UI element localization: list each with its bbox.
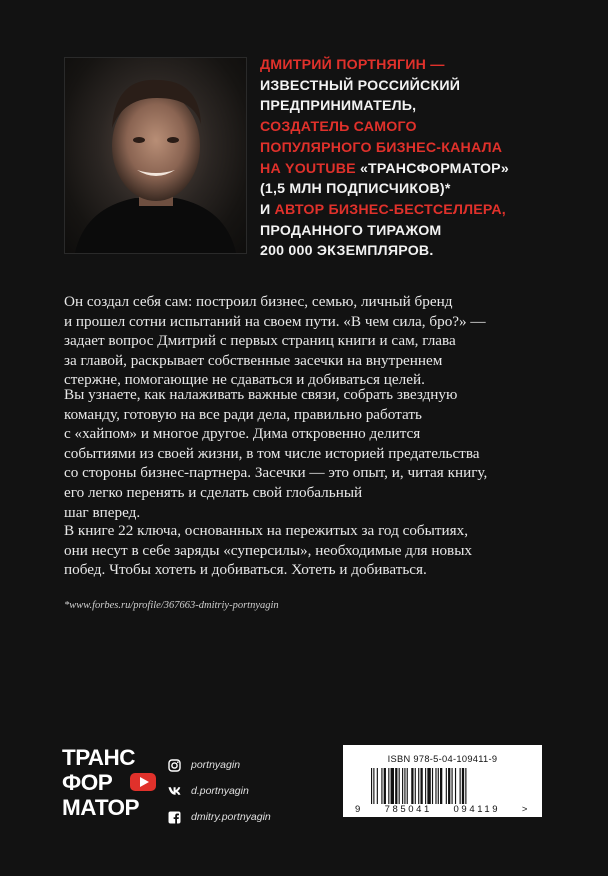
barcode-bar bbox=[427, 768, 430, 804]
barcode-bar bbox=[377, 768, 378, 804]
social-handle: dmitry.portnyagin bbox=[191, 811, 271, 823]
barcode-bar bbox=[404, 768, 405, 804]
social-handle: portnyagin bbox=[191, 759, 241, 771]
text-line: за главой, раскрывает собственные засечки на внутреннем bbox=[64, 351, 443, 369]
text-line: с «хайпом» и многое другое. Дима откровенно делится bbox=[64, 425, 421, 443]
description-paragraph-3 bbox=[64, 521, 534, 580]
barcode-bar bbox=[399, 768, 400, 804]
bio-line: ИЗВЕСТНЫЙ РОССИЙСКИЙ bbox=[260, 77, 461, 94]
youtube-play-icon bbox=[130, 773, 156, 791]
bio-line-part: «ТРАНСФОРМАТОР» bbox=[359, 160, 509, 177]
description-paragraph-2 bbox=[64, 385, 534, 522]
barcode-bar bbox=[446, 768, 447, 804]
barcode-bar bbox=[455, 768, 456, 804]
social-facebook[interactable] bbox=[168, 804, 271, 830]
bio-line: (1,5 МЛН ПОДПИСЧИКОВ)* bbox=[260, 181, 451, 198]
social-handle: d.portnyagin bbox=[191, 785, 249, 797]
bio-line: ДМИТРИЙ ПОРТНЯГИН — bbox=[260, 57, 445, 73]
logo-line-1: ТРАНС bbox=[62, 745, 136, 770]
barcode-bar bbox=[373, 768, 374, 804]
barcode-bar bbox=[418, 768, 419, 804]
logo-line-2: ФОР bbox=[62, 770, 113, 795]
barcode-bar bbox=[440, 768, 442, 804]
barcode-bar bbox=[452, 768, 453, 804]
barcode-bar bbox=[460, 768, 461, 804]
text-line: стержне, помогающие не сдаваться и добиваться целей. bbox=[64, 371, 425, 389]
barcode-bar bbox=[420, 768, 422, 804]
transformator-logo bbox=[62, 745, 162, 820]
bio-line: СОЗДАТЕЛЬ САМОГО bbox=[260, 119, 417, 136]
bio-line-part: НА YOUTUBE bbox=[260, 160, 360, 177]
barcode-bar bbox=[438, 768, 439, 804]
barcode-bar bbox=[384, 768, 386, 804]
barcode-bar bbox=[388, 768, 389, 804]
barcode-bar bbox=[407, 768, 408, 804]
bio-line: 200 000 ЭКЗЕМПЛЯРОВ. bbox=[260, 243, 434, 260]
barcode-bar bbox=[448, 768, 450, 804]
bio-line bbox=[260, 159, 560, 180]
barcode-bar bbox=[435, 768, 436, 804]
bio-line bbox=[260, 200, 560, 221]
barcode-bar bbox=[432, 768, 433, 804]
barcode-digit-group: > bbox=[521, 804, 530, 815]
text-line: Вы узнаете, как налаживать важные связи, собрать звездную bbox=[64, 386, 458, 403]
barcode-bar bbox=[371, 768, 372, 804]
barcode-bar bbox=[381, 768, 382, 804]
bio-line: ПРЕДПРИНИМАТЕЛЬ, bbox=[260, 98, 417, 115]
footnote: *www.forbes.ru/profile/367663-dmitriy-portnyagin bbox=[64, 600, 279, 611]
bio-line-part: И bbox=[260, 201, 275, 218]
barcode-digits bbox=[355, 804, 530, 815]
barcode-bar bbox=[391, 768, 394, 804]
instagram-icon bbox=[168, 759, 181, 772]
bio-line-part: АВТОР БИЗНЕС-БЕСТСЕЛЛЕРА, bbox=[274, 201, 506, 218]
barcode-digit-group: 9 bbox=[355, 804, 363, 815]
facebook-icon bbox=[168, 811, 181, 824]
author-photo bbox=[64, 57, 247, 254]
author-portrait-image bbox=[65, 58, 246, 253]
barcode-bar bbox=[465, 768, 466, 804]
social-instagram[interactable] bbox=[168, 752, 271, 778]
barcode-bar bbox=[411, 768, 413, 804]
barcode-bar bbox=[425, 768, 426, 804]
barcode-bar bbox=[395, 768, 397, 804]
text-line: и прошел сотни испытаний на своем пути. «В чем сила, бро?» — bbox=[64, 312, 486, 330]
bio-line: ПРОДАННОГО ТИРАЖОМ bbox=[260, 222, 442, 239]
text-line: его легко перенять и сделать свой глобальный bbox=[64, 483, 363, 501]
text-line: команду, готовую на все ради дела, правильно работать bbox=[64, 405, 422, 423]
bio-line: ПОПУЛЯРНОГО БИЗНЕС-КАНАЛА bbox=[260, 139, 503, 156]
logo-line-3: МАТОР bbox=[62, 795, 140, 820]
barcode-digit-group: 785041 bbox=[384, 804, 432, 815]
barcode-bar bbox=[415, 768, 416, 804]
social-vk[interactable] bbox=[168, 778, 271, 804]
isbn-label: ISBN 978-5-04-109411-9 bbox=[387, 754, 498, 764]
logo-line-2-wrap bbox=[62, 770, 162, 795]
text-line: событиями из своей жизни, в том числе историей предательства bbox=[64, 444, 480, 462]
social-links bbox=[168, 752, 271, 830]
text-line: задает вопрос Дмитрий с первых страниц книги и сам, глава bbox=[64, 332, 456, 350]
barcode-digit-group: 094119 bbox=[453, 804, 501, 815]
text-line: Он создал себя сам: построил бизнес, семью, личный бренд bbox=[64, 293, 453, 310]
barcode-image bbox=[369, 768, 519, 804]
text-line: они несут в себе заряды «суперсилы», необходимые для новых bbox=[64, 541, 473, 559]
vk-icon bbox=[168, 785, 181, 798]
text-line: В книге 22 ключа, основанных на пережитых за год событиях, bbox=[64, 522, 469, 539]
author-bio bbox=[260, 55, 560, 262]
text-line: со стороны бизнес-партнера. Засечки — это опыт, и, читая книгу, bbox=[64, 464, 488, 482]
barcode-bar bbox=[462, 768, 464, 804]
barcode-bar bbox=[402, 768, 403, 804]
text-line: побед. Чтобы хотеть и добиваться. Хотеть и добиваться. bbox=[64, 561, 427, 579]
description-paragraph-1 bbox=[64, 292, 534, 390]
text-line: шаг вперед. bbox=[64, 503, 141, 521]
isbn-barcode-block bbox=[343, 745, 542, 817]
